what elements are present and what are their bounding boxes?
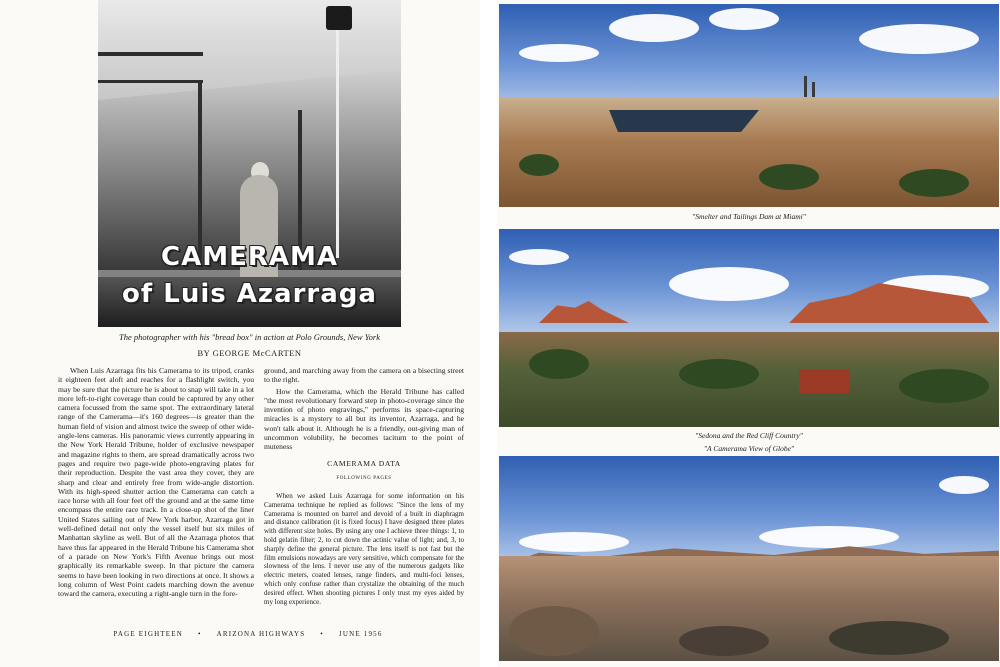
title-line-1: CAMERAMA: [161, 242, 338, 272]
caption-globe: "A Camerama View of Globe": [703, 444, 795, 453]
hero-caption: The photographer with his "bread box" in action at Polo Grounds, New York: [119, 332, 380, 342]
cloud: [859, 24, 979, 54]
right-page: [497, 0, 1000, 667]
body-col2-paragraph-2: How the Camerama, which the Herald Tribune has called "the most revolutionary forward step in photo-coverage since the invention of photo engravings," performs its space-capturing miracles is a mystery to all but its inventor, Azarraga, and he won't talk about it. Although he is a friendly, out-giving man of uncommon volubility, he becomes taciturn to the point of muteness: [264, 386, 464, 452]
cloud: [939, 476, 989, 494]
data-heading: CAMERAMA DATA: [327, 459, 401, 468]
body-column-3: When we asked Luis Azarraga for some information on his Camerama technique he replied as follows: "Since the lens of my Camerama is mounted on barrel and devoid of a built in diaphragm and distance calibration (it is fixed focus) I have designed three plates with different size holes. By using any one I achieve three things: 1, to hold gelatin filter; 2, to cut down the actinic value of light; and, 3, to sharply define the general picture. The lens itself is not fast but the film emulsions nowadays are very sensitive, which compensate for the slowness of the lens. I never use any of the numerous gadgets like electric meters, coated lenses, range finders, and multi-foci lenses, which only confuse rather than crystalize the obtaining of the much desired effect. When shooting pictures I only trust my eyes aided by my long experience.: [264, 492, 464, 606]
cloud: [519, 44, 599, 62]
cloud: [519, 532, 629, 552]
footer-page: PAGE EIGHTEEN: [113, 630, 184, 638]
tree: [899, 369, 989, 403]
panorama-sedona: [499, 229, 999, 427]
footer-date: JUNE 1956: [338, 630, 383, 638]
caption-miami: "Smelter and Tailings Dam at Miami": [692, 212, 806, 221]
left-page: [0, 0, 480, 667]
camera-pole: [336, 18, 339, 258]
scoreboard-frame-lower: [98, 80, 203, 83]
data-subheading: FOLLOWING PAGES: [336, 476, 392, 481]
panorama-globe: [499, 456, 999, 661]
cloud: [509, 249, 569, 265]
cloud: [709, 8, 779, 30]
footer-bullet-2: •: [320, 630, 324, 638]
caption-sedona: "Sedona and the Red Cliff Country": [695, 431, 803, 440]
body-column-2: [264, 366, 464, 452]
shrub: [759, 164, 819, 190]
stand-pillar: [198, 80, 202, 260]
cloud: [609, 14, 699, 42]
shrub: [899, 169, 969, 197]
cloud: [759, 526, 899, 548]
tailings-dam: [609, 110, 759, 132]
body-column-1: When Luis Azarraga fits his Camerama to its tripod, cranks it eighteen feet aloft and reaches for a flashlight switch, you may be sure that the picture he is about to snap will take in a lot more left-to-right coverage than could be captured by any other camera focussed from the same spot. The extraordinary lateral range of the Camerama—it's 160 degrees—is greater than the human field of vision and almost twice the sweep of other wide-angle-lens cameras. His panoramic views currently appearing in the New York Herald Tribune, holder of exclusive newspaper and magazine rights to them, are spread dramatically across two pages and require two page-wide photo-engraving plates for their reproduction. Despite the vast area they cover, they are sharp and clear and entirely free from wide-angle distortion. With its high-speed shutter action the Camerama can catch a race horse with all four feet off the ground and at the same time encompass the entire race track. In a close-up shot of the liner United States sailing out of New York harbor, Azarraga got in well-defined detail not only the vessel itself but six miles of Manhattan skyline as well. But of all the Azarraga photos that have thus far appeared in the Herald Tribune his Camerama shot of a parade on New York's Fifth Avenue brings out most graphically its remarkable sweep. In that picture the camera seems to have been looking in two directions at once. It shows a long column of West Point cadets marching down the avenue toward the camera, executing a right-angle turn in the fore-: [58, 366, 254, 599]
page-footer: [88, 630, 408, 638]
hero-photo: [98, 0, 401, 327]
footer-magazine: ARIZONA HIGHWAYS: [216, 630, 306, 638]
camerama-icon: [326, 6, 352, 30]
shrub: [519, 154, 559, 176]
title-line-2: of Luis Azarraga: [122, 279, 377, 309]
tree: [679, 359, 759, 389]
tree: [529, 349, 589, 379]
hillside: [509, 606, 599, 656]
body-col2-paragraph-1: ground, and marching away from the camera on a bisecting street to the right.: [264, 366, 464, 385]
panorama-miami: [499, 4, 999, 207]
footer-bullet-1: •: [197, 630, 202, 638]
scoreboard-frame: [98, 52, 203, 56]
cloud: [669, 267, 789, 301]
town-cluster: [679, 626, 769, 656]
town-cluster: [829, 621, 949, 655]
byline: BY GEORGE McCARTEN: [197, 348, 302, 358]
red-roof-house: [799, 369, 849, 393]
